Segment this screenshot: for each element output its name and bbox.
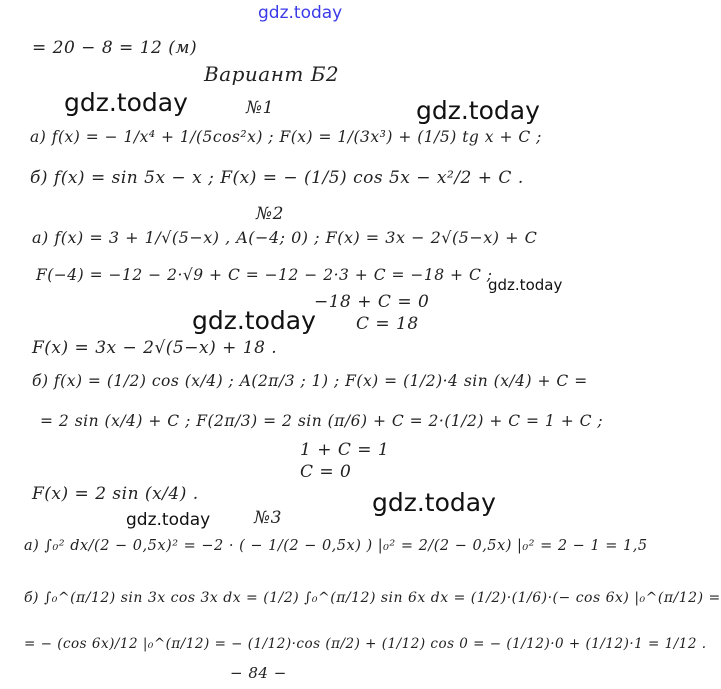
task-3b-continued: = − (cos 6x)/12 |₀^(π/12) = − (1/12)·cos (π/2) + (1/12) cos 0 = − (1/12)·0 + (1/12)·1 = 1/12 . (24, 636, 707, 652)
task-3a-line: а) ∫₀² dx/(2 − 0,5x)² = −2 · ( − 1/(2 − 0,5x) ) |₀² = 2/(2 − 0,5x) |₀² = 2 − 1 = 1,5 (24, 538, 648, 554)
task-3-label: №3 (254, 508, 282, 528)
task-2b-continued: = 2 sin (x/4) + C ; F(2π/3) = 2 sin (π/6) + C = 2·(1/2) + C = 1 + C ; (40, 412, 604, 430)
result-line: = 20 − 8 = 12 (м) (32, 38, 198, 58)
watermark-2: gdz.today (416, 96, 540, 125)
watermark-4: gdz.today (192, 306, 316, 335)
watermark-1: gdz.today (64, 88, 188, 117)
task-2a-constant: C = 18 (356, 314, 419, 334)
task-1b-line: б) f(x) = sin 5x − x ; F(x) = − (1/5) cos 5x − x²/2 + C . (30, 168, 524, 188)
watermark-3: gdz.today (488, 276, 563, 294)
task-3b-line: б) ∫₀^(π/12) sin 3x cos 3x dx = (1/2) ∫₀^(π/12) sin 6x dx = (1/2)·(1/6)·(− cos 6x) |₀^(π/12) = (24, 590, 721, 606)
task-2a-value-line: F(−4) = −12 − 2·√9 + C = −12 − 2·3 + C = −18 + C ; (36, 266, 493, 284)
task-1-label: №1 (246, 98, 274, 118)
variant-heading: Вариант Б2 (204, 62, 340, 86)
page-number: − 84 − (230, 664, 287, 682)
task-2b-line: б) f(x) = (1/2) cos (x/4) ; A(2π/3 ; 1) ; F(x) = (1/2)·4 sin (x/4) + C = (32, 372, 588, 390)
task-2a-answer: F(x) = 3x − 2√(5−x) + 18 . (32, 338, 278, 358)
task-2a-equation: −18 + C = 0 (314, 292, 430, 312)
task-2a-line: а) f(x) = 3 + 1/√(5−x) , A(−4; 0) ; F(x) = 3x − 2√(5−x) + C (32, 228, 538, 247)
task-2b-answer: F(x) = 2 sin (x/4) . (32, 484, 199, 504)
watermark-5: gdz.today (372, 488, 496, 517)
task-2b-constant: C = 0 (300, 462, 352, 482)
watermark-6: gdz.today (126, 510, 211, 530)
task-2-label: №2 (256, 204, 284, 224)
task-1a-line: а) f(x) = − 1/x⁴ + 1/(5cos²x) ; F(x) = 1/(3x³) + (1/5) tg x + C ; (30, 128, 542, 146)
watermark-top: gdz.today (258, 3, 343, 23)
task-2b-equation: 1 + C = 1 (300, 440, 390, 460)
